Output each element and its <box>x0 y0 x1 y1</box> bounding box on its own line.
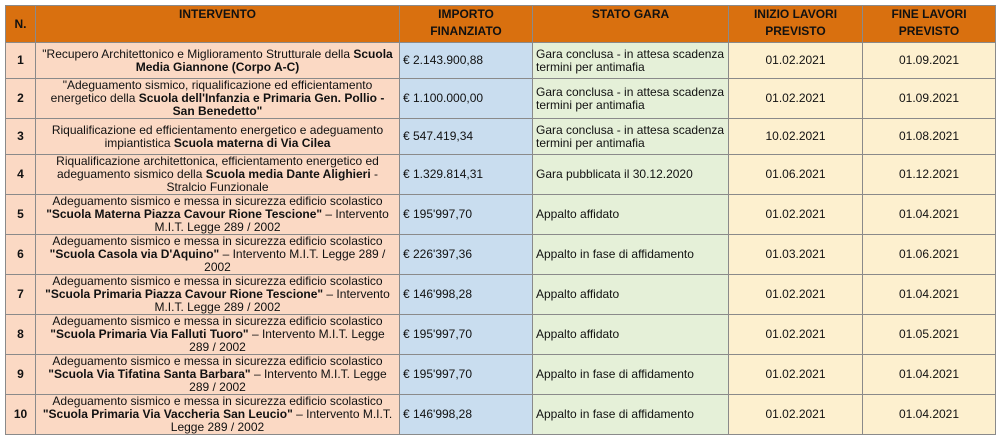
intervento-cell <box>36 43 400 79</box>
intervento-cell <box>36 275 400 315</box>
stato-gara-cell: Gara conclusa - in attesa scadenza termini per antimafia <box>533 79 729 119</box>
intervento-suffix: - Stralcio Funzionale <box>166 167 379 194</box>
intervento-text: "Adeguamento sismico, riqualificazione ed efficientamento energetico della <box>50 78 373 105</box>
intervento-cell <box>36 355 400 395</box>
inizio-lavori-cell: 01.02.2021 <box>729 275 863 315</box>
intervento-text: Adeguamento sismico e messa in sicurezza edificio scolastico <box>52 394 383 408</box>
table-row <box>6 315 996 355</box>
intervento-cell <box>36 235 400 275</box>
intervento-school-name: "Scuola Primaria Via Falluti Tuoro" <box>50 327 249 341</box>
interventions-table <box>5 5 996 435</box>
importo-cell: € 547.419,34 <box>400 119 533 155</box>
table-row <box>6 155 996 195</box>
table-row <box>6 195 996 235</box>
fine-lavori-cell: 01.09.2021 <box>863 43 996 79</box>
header-fine-line2: PREVISTO <box>898 24 960 38</box>
intervento-suffix: – Intervento M.I.T. Legge 289 / 2002 <box>189 367 387 394</box>
intervento-cell <box>36 79 400 119</box>
header-n: N. <box>6 6 36 43</box>
intervento-school-name: "Scuola Materna Piazza Cavour Rione Tescione" <box>46 207 323 221</box>
row-number: 4 <box>6 155 36 195</box>
intervento-text: Adeguamento sismico e messa in sicurezza edificio scolastico <box>52 314 383 328</box>
intervento-school-name: Scuola Media Giannone (Corpo A-C) <box>135 46 393 74</box>
header-inizio-line1: INIZIO LAVORI <box>753 7 838 21</box>
inizio-lavori-cell: 01.02.2021 <box>729 315 863 355</box>
inizio-lavori-cell: 01.02.2021 <box>729 395 863 435</box>
intervento-school-name: "Scuola Primaria Via Vaccheria San Leucio" <box>42 407 293 421</box>
importo-cell: € 195'997,70 <box>400 355 533 395</box>
fine-lavori-cell: 01.04.2021 <box>863 395 996 435</box>
intervento-school-name: Scuola dell'Infanzia e Primaria Gen. Pollio - San Benedetto" <box>138 91 385 118</box>
row-number: 8 <box>6 315 36 355</box>
importo-cell: € 195'997,70 <box>400 195 533 235</box>
table-row <box>6 275 996 315</box>
stato-gara-cell: Appalto affidato <box>533 195 729 235</box>
fine-lavori-cell: 01.04.2021 <box>863 275 996 315</box>
table-row <box>6 235 996 275</box>
inizio-lavori-cell: 10.02.2021 <box>729 119 863 155</box>
fine-lavori-cell: 01.06.2021 <box>863 235 996 275</box>
row-number: 2 <box>6 79 36 119</box>
intervento-suffix: – Intervento M.I.T. Legge 289 / 2002 <box>204 247 386 274</box>
importo-cell: € 226'397,36 <box>400 235 533 275</box>
intervento-cell <box>36 119 400 155</box>
intervento-text: "Recupero Architettonico e Miglioramento Strutturale della <box>42 46 354 61</box>
header-intervento: INTERVENTO <box>36 6 400 43</box>
inizio-lavori-cell: 01.06.2021 <box>729 155 863 195</box>
row-number: 9 <box>6 355 36 395</box>
table-row <box>6 79 996 119</box>
fine-lavori-cell: 01.12.2021 <box>863 155 996 195</box>
header-row <box>6 6 996 43</box>
header-inizio <box>729 6 863 43</box>
stato-gara-cell: Gara pubblicata il 30.12.2020 <box>533 155 729 195</box>
intervento-school-name: "Scuola Via Tifatina Santa Barbara" <box>48 367 251 381</box>
importo-cell: € 2.143.900,88 <box>400 43 533 79</box>
row-number: 3 <box>6 119 36 155</box>
header-inizio-line2: PREVISTO <box>765 24 826 38</box>
table-row <box>6 395 996 435</box>
header-fine-line1: FINE LAVORI <box>891 7 967 21</box>
intervento-text: Adeguamento sismico e messa in sicurezza edificio scolastico <box>52 234 383 248</box>
intervento-text: Riqualificazione architettonica, efficientamento energetico ed adeguamento sismico della <box>56 154 379 181</box>
intervento-school-name: "Scuola Primaria Piazza Cavour Rione Tescione" <box>45 287 324 301</box>
inizio-lavori-cell: 01.02.2021 <box>729 79 863 119</box>
intervento-suffix: – Intervento M.I.T. Legge 289 / 2002 <box>170 407 393 434</box>
table-row <box>6 119 996 155</box>
intervento-suffix: – Intervento M.I.T. Legge 289 / 2002 <box>189 327 385 354</box>
header-importo-line2: FINANZIATO <box>430 24 502 38</box>
table-row <box>6 43 996 79</box>
stato-gara-cell: Appalto in fase di affidamento <box>533 235 729 275</box>
row-number: 10 <box>6 395 36 435</box>
stato-gara-cell: Gara conclusa - in attesa scadenza termini per antimafia <box>533 119 729 155</box>
inizio-lavori-cell: 01.03.2021 <box>729 235 863 275</box>
intervento-cell <box>36 155 400 195</box>
header-importo <box>400 6 533 43</box>
importo-cell: € 146'998,28 <box>400 275 533 315</box>
inizio-lavori-cell: 01.02.2021 <box>729 355 863 395</box>
intervento-text: Riqualificazione ed efficientamento energetico e adeguamento impiantistica <box>51 122 384 150</box>
stato-gara-cell: Appalto in fase di affidamento <box>533 395 729 435</box>
intervento-school-name: "Scuola Casola via D'Aquino" <box>49 247 220 261</box>
row-number: 5 <box>6 195 36 235</box>
header-importo-line1: IMPORTO <box>438 7 494 21</box>
stato-gara-cell: Appalto affidato <box>533 275 729 315</box>
fine-lavori-cell: 01.04.2021 <box>863 355 996 395</box>
fine-lavori-cell: 01.04.2021 <box>863 195 996 235</box>
intervento-school-name: Scuola materna di Via Cilea <box>173 135 331 150</box>
importo-cell: € 1.329.814,31 <box>400 155 533 195</box>
intervento-text: Adeguamento sismico e messa in sicurezza edificio scolastico <box>52 354 383 368</box>
intervento-text: Adeguamento sismico e messa in sicurezza edificio scolastico <box>52 194 383 208</box>
inizio-lavori-cell: 01.02.2021 <box>729 195 863 235</box>
header-stato: STATO GARA <box>533 6 729 43</box>
importo-cell: € 1.100.000,00 <box>400 79 533 119</box>
stato-gara-cell: Gara conclusa - in attesa scadenza termini per antimafia <box>533 43 729 79</box>
intervento-cell <box>36 195 400 235</box>
row-number: 6 <box>6 235 36 275</box>
row-number: 7 <box>6 275 36 315</box>
table-row <box>6 355 996 395</box>
importo-cell: € 195'997,70 <box>400 315 533 355</box>
intervento-cell <box>36 395 400 435</box>
intervento-text: Adeguamento sismico e messa in sicurezza edificio scolastico <box>52 274 383 288</box>
inizio-lavori-cell: 01.02.2021 <box>729 43 863 79</box>
intervento-suffix: – Intervento M.I.T. Legge 289 / 2002 <box>154 287 390 314</box>
stato-gara-cell: Appalto affidato <box>533 315 729 355</box>
importo-cell: € 146'998,28 <box>400 395 533 435</box>
header-fine <box>863 6 996 43</box>
row-number: 1 <box>6 43 36 79</box>
intervento-cell <box>36 315 400 355</box>
fine-lavori-cell: 01.05.2021 <box>863 315 996 355</box>
fine-lavori-cell: 01.08.2021 <box>863 119 996 155</box>
intervento-school-name: Scuola media Dante Alighieri <box>205 167 371 181</box>
fine-lavori-cell: 01.09.2021 <box>863 79 996 119</box>
intervento-suffix: – Intervento M.I.T. Legge 289 / 2002 <box>154 207 389 234</box>
stato-gara-cell: Appalto in fase di affidamento <box>533 355 729 395</box>
